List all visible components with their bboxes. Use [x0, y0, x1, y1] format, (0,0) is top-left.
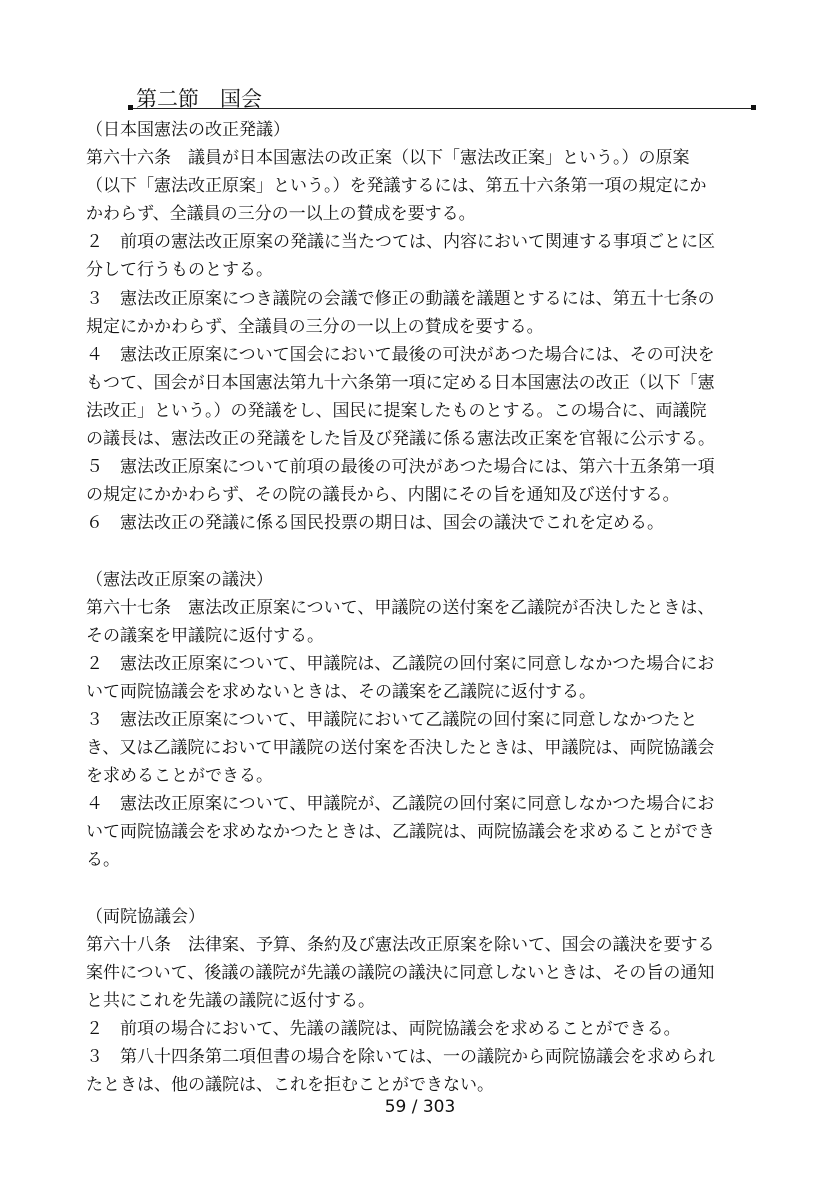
text-line: ２ 前項の憲法改正原案の発議に当たつては、内容において関連する事項ごとに区 — [86, 232, 715, 253]
text-line: かわらず、全議員の三分の一以上の賛成を要する。 — [86, 204, 476, 225]
body-text — [86, 116, 752, 1099]
paragraph-gap — [86, 537, 752, 565]
text-line: の議長は、憲法改正の発議をした旨及び発議に係る憲法改正案を官報に公示する。 — [86, 429, 715, 450]
text-line: と共にこれを先議の議院に返付する。 — [86, 990, 375, 1011]
text-line: る。 — [86, 850, 120, 871]
article-heading: （両院協議会） — [86, 906, 205, 927]
text-line: （以下「憲法改正原案」という。）を発議するには、第五十六条第一項の規定にか — [86, 176, 707, 197]
text-line: 第六十七条 憲法改正原案について、甲議院の送付案を乙議院が否決したときは、 — [86, 597, 715, 618]
text-line: 案件について、後議の議院が先議の議院の議決に同意しないときは、その旨の通知 — [86, 962, 715, 983]
text-line: 第六十八条 法律案、予算、条約及び憲法改正原案を除いて、国会の議決を要する — [86, 934, 715, 955]
rule-end-marker-right — [751, 105, 756, 110]
text-line: き、又は乙議院において甲議院の送付案を否決したときは、甲議院は、両院協議会 — [86, 738, 715, 759]
text-line: たときは、他の議院は、これを拒むことができない。 — [86, 1075, 494, 1096]
text-line: ４ 憲法改正原案について国会において最後の可決があつた場合には、その可決を — [86, 344, 715, 365]
text-line: 第六十六条 議員が日本国憲法の改正案（以下「憲法改正案」という。）の原案 — [86, 148, 690, 169]
page-number: 59 / 303 — [384, 1097, 456, 1117]
text-line: ３ 憲法改正原案につき議院の会議で修正の動議を議題とするには、第五十七条の — [86, 288, 715, 309]
text-line: ３ 第八十四条第二項但書の場合を除いては、一の議院から両院協議会を求められ — [86, 1047, 715, 1068]
text-line: いて両院協議会を求めなかつたときは、乙議院は、両院協議会を求めることができ — [86, 822, 715, 843]
rule-end-marker-left — [128, 105, 133, 110]
section-rule — [128, 108, 756, 109]
section-header — [128, 84, 756, 114]
text-line: もつて、国会が日本国憲法第九十六条第一項に定める日本国憲法の改正（以下「憲 — [86, 372, 715, 393]
text-line: ６ 憲法改正の発議に係る国民投票の期日は、国会の議決でこれを定める。 — [86, 513, 664, 534]
text-line: その議案を甲議院に返付する。 — [86, 625, 324, 646]
text-line: ２ 憲法改正原案について、甲議院は、乙議院の回付案に同意しなかつた場合にお — [86, 653, 715, 674]
article-heading: （日本国憲法の改正発議） — [86, 120, 290, 140]
text-line: ２ 前項の場合において、先議の議院は、両院協議会を求めることができる。 — [86, 1019, 681, 1039]
text-line: 法改正」という。）の発議をし、国民に提案したものとする。この場合に、両議院 — [86, 400, 707, 421]
text-line: ４ 憲法改正原案について、甲議院が、乙議院の回付案に同意しなかつた場合にお — [86, 794, 715, 815]
article-heading: （憲法改正原案の議決） — [86, 569, 273, 590]
text-line: 規定にかかわらず、全議員の三分の一以上の賛成を要する。 — [86, 316, 544, 337]
text-line: ３ 憲法改正原案について、甲議院において乙議院の回付案に同意しなかつたと — [86, 709, 698, 730]
text-line: ５ 憲法改正原案について前項の最後の可決があつた場合には、第六十五条第一項 — [86, 457, 715, 478]
section-title: 第二節 国会 — [136, 87, 262, 111]
text-line: 分して行うものとする。 — [86, 260, 273, 281]
text-line: の規定にかかわらず、その院の議長から、内閣にその旨を通知及び送付する。 — [86, 485, 680, 506]
text-line: いて両院協議会を求めないときは、その議案を乙議院に返付する。 — [86, 681, 596, 702]
text-line: を求めることができる。 — [86, 766, 273, 787]
paragraph-gap — [86, 875, 752, 903]
